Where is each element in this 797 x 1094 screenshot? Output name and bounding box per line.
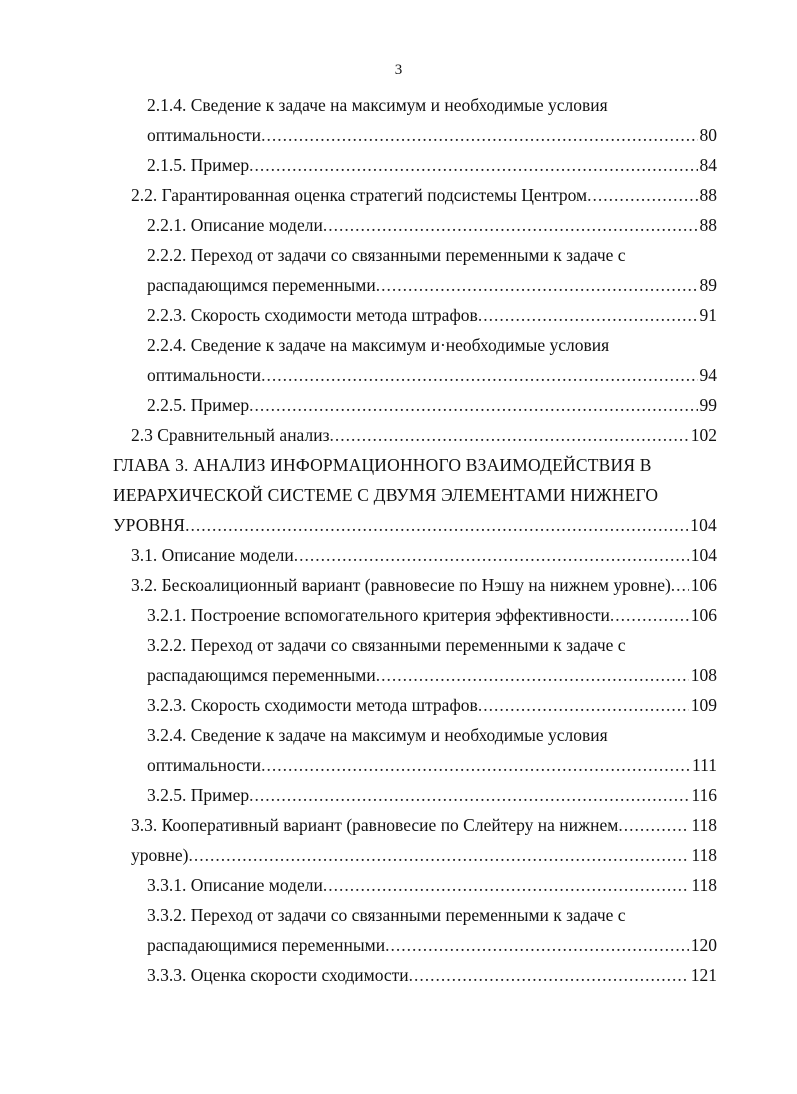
toc-entry: оптимальности ..... 94 [147, 363, 717, 387]
toc-entry: 3.3. Кооперативный вариант (равновесие по Слейтеру на нижнем ..... 118 [131, 813, 717, 837]
toc-entry: 3.2.1. Построение вспомогательного критерия эффективности ..... 106 [147, 603, 717, 627]
dot-leader [587, 183, 697, 207]
page-ref: 99 [699, 395, 717, 415]
page-ref: 102 [690, 425, 717, 445]
dot-leader [671, 573, 689, 597]
page-ref: 116 [691, 785, 717, 805]
dot-leader [610, 603, 689, 627]
toc-entry: 3.3.2. Переход от задачи со связанными переменными к задаче с [147, 905, 626, 925]
dot-leader [385, 933, 689, 957]
page-ref: 120 [690, 935, 717, 955]
page-ref: 118 [691, 875, 717, 895]
chapter-heading: ГЛАВА 3. АНАЛИЗ ИНФОРМАЦИОННОГО ВЗАИМОДЕЙСТВИЯ В [113, 455, 652, 475]
page-ref: 91 [699, 305, 717, 325]
dot-leader [330, 423, 689, 447]
dot-leader [261, 753, 690, 777]
toc-entry: 3.1. Описание модели ..... 104 [131, 543, 717, 567]
dot-leader [261, 123, 697, 147]
page-ref: 104 [690, 545, 717, 565]
dot-leader [618, 813, 689, 837]
toc-entry: 3.2.5. Пример ..... 116 [147, 783, 717, 807]
toc-entry: 2.2. Гарантированная оценка стратегий подсистемы Центром ..... 88 [131, 183, 717, 207]
page-ref: 121 [690, 965, 717, 985]
dot-leader [376, 663, 689, 687]
toc-entry: 2.2.3. Скорость сходимости метода штрафов ..... 91 [147, 303, 717, 327]
chapter-heading: УРОВНЯ ..... 104 [113, 513, 717, 537]
dot-leader [294, 543, 689, 567]
toc-entry: 2.2.2. Переход от задачи со связанными переменными к задаче с [147, 245, 626, 265]
toc-entry: 2.2.1. Описание модели ..... 88 [147, 213, 717, 237]
toc-entry: 2.1.4. Сведение к задаче на максимум и необходимые условия [147, 95, 608, 115]
chapter-heading: ИЕРАРХИЧЕСКОЙ СИСТЕМЕ С ДВУМЯ ЭЛЕМЕНТАМИ НИЖНЕГО [113, 485, 659, 505]
page-ref: 106 [690, 575, 717, 595]
toc-entry: распадающимися переменными ..... 120 [147, 933, 717, 957]
dot-leader [249, 783, 689, 807]
toc-entry: уровне) ..... 118 [131, 843, 717, 867]
toc-entry: 2.3 Сравнительный анализ ..... 102 [131, 423, 717, 447]
toc-entry: распадающимся переменными ..... 108 [147, 663, 717, 687]
dot-leader [249, 153, 697, 177]
toc-entry: 3.3.1. Описание модели ..... 118 [147, 873, 717, 897]
dot-leader [376, 273, 698, 297]
toc-entry: оптимальности ..... 80 [147, 123, 717, 147]
toc-entry: 2.2.5. Пример ..... 99 [147, 393, 717, 417]
dot-leader [323, 213, 698, 237]
page-ref: 118 [691, 815, 717, 835]
page-ref: 104 [690, 515, 717, 535]
page-ref: 118 [691, 845, 717, 865]
page-ref: 106 [690, 605, 717, 625]
page-ref: 88 [699, 215, 717, 235]
toc-entry: 3.3.3. Оценка скорости сходимости ..... 121 [147, 963, 717, 987]
toc-entry: распадающимся переменными ..... 89 [147, 273, 717, 297]
dot-leader [323, 873, 690, 897]
toc-entry: 3.2. Бескоалиционный вариант (равновесие по Нэшу на нижнем уровне) ..... 106 [131, 573, 717, 597]
toc-entry: оптимальности ..... 111 [147, 753, 717, 777]
dot-leader [185, 513, 688, 537]
toc-entry: 2.2.4. Сведение к задаче на максимум и·необходимые условия [147, 335, 610, 355]
toc-entry: 3.2.2. Переход от задачи со связанными переменными к задаче с [147, 635, 626, 655]
toc-entry: 3.2.4. Сведение к задаче на максимум и необходимые условия [147, 725, 608, 745]
page-ref: 80 [699, 125, 717, 145]
dot-leader [478, 303, 698, 327]
toc-entry: 2.1.5. Пример ..... 84 [147, 153, 717, 177]
dot-leader [249, 393, 697, 417]
page-ref: 108 [690, 665, 717, 685]
dot-leader [261, 363, 697, 387]
dot-leader [188, 843, 689, 867]
page-ref: 94 [699, 365, 717, 385]
toc-entry: 3.2.3. Скорость сходимости метода штрафов ..... 109 [147, 693, 717, 717]
page-ref: 111 [692, 755, 717, 775]
dot-leader [409, 963, 689, 987]
page-ref: 89 [699, 275, 717, 295]
page-ref: 109 [690, 695, 717, 715]
dot-leader [478, 693, 689, 717]
page-number: 3 [394, 62, 403, 78]
page-ref: 84 [699, 155, 717, 175]
page-ref: 88 [699, 185, 717, 205]
